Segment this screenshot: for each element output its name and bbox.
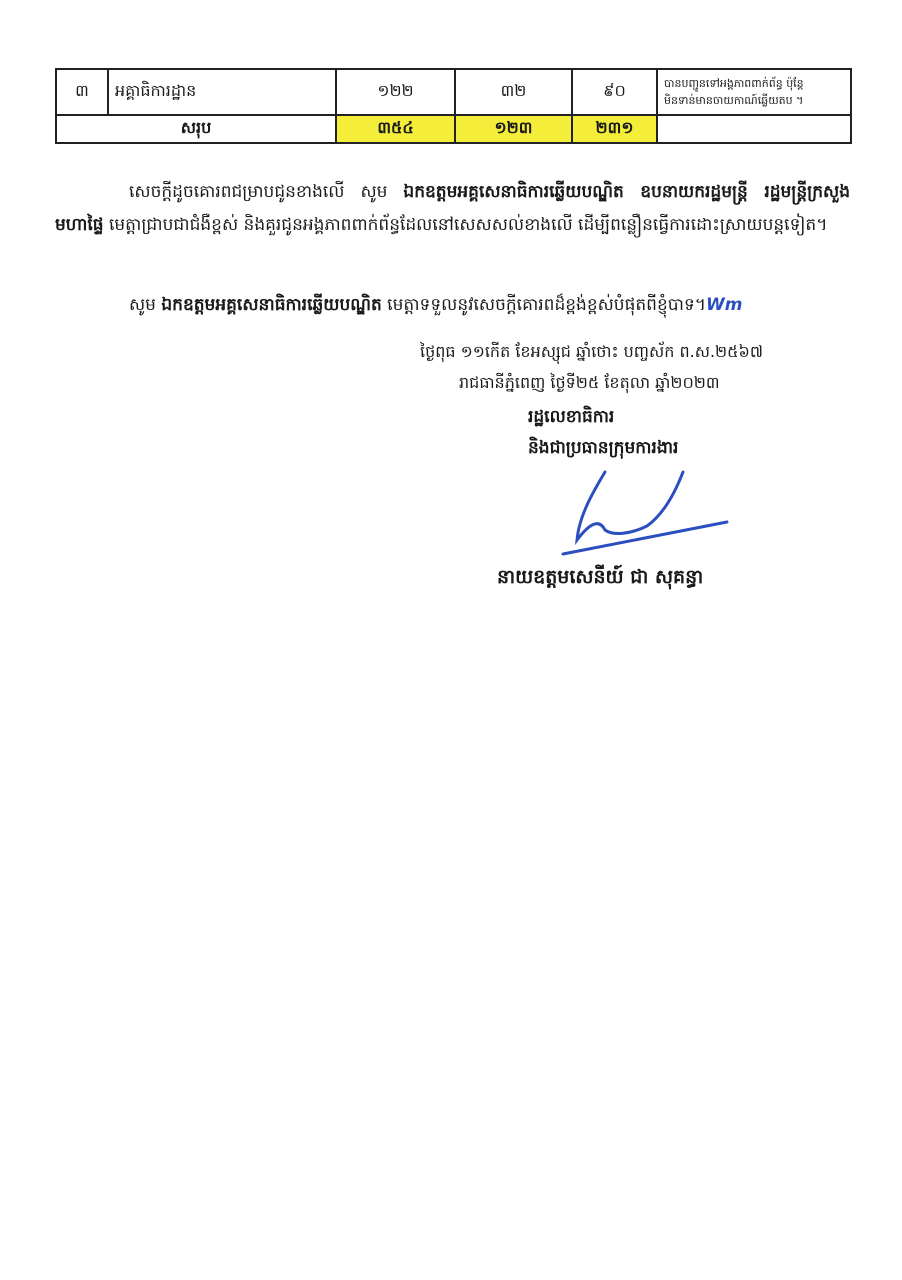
- paragraph2-addressee: ឯកឧត្តមអគ្គសេនាធិការឆ្លើយបណ្ឌិត: [161, 295, 382, 315]
- summary-table: [55, 68, 852, 144]
- paragraph2-body: មេត្តាទទួលនូវសេចក្តីគោរពដ៏ខ្ពង់ខ្ពស់បំផុតពីខ្ញុំបាទ។: [381, 295, 706, 315]
- paragraph1-body: មេត្តាជ្រាបជាជំងឺខ្ពស់ និងគួរជូនអង្គភាពពាក់ព័ន្ធដែលនៅសេសសល់ខាងលើ ដើម្បីពន្លឿនធ្វើការដោះស្រាយបន្តទៀត។: [103, 215, 828, 235]
- note-line-2: មិនទាន់មានចាយកាណ៍ឆ្លើយតប ។: [664, 94, 804, 107]
- handwritten-initial: Wm: [705, 295, 743, 315]
- lunar-date: ថ្ងៃពុធ ១១កើត ខែអស្សុជ ឆ្នាំថោះ បញ្ចស័ក ព.ស.២៥៦៧: [420, 342, 763, 361]
- signer-role-line-1: រដ្ឋលេខាធិការ: [528, 407, 615, 427]
- signer-role-line-2: និងជាប្រធានក្រុមការងារ: [528, 438, 679, 458]
- table-row: [56, 69, 851, 115]
- total-received: ៣៥៤: [336, 115, 455, 143]
- paragraph2-lead: សូម: [129, 295, 162, 315]
- solar-date: រាជធានីភ្នំពេញ ថ្ងៃទី២៥ ខែតុលា ឆ្នាំ២០២៣: [459, 373, 720, 392]
- row-number: ៣: [56, 69, 108, 115]
- total-resolved: ១២៣: [455, 115, 572, 143]
- total-pending: ២៣១: [572, 115, 657, 143]
- note-line-1: បានបញ្ជូនទៅអង្គភាពពាក់ព័ន្ធ ប៉ុន្តែ: [664, 77, 804, 90]
- total-row: [56, 115, 851, 143]
- body-paragraph-2: [129, 289, 849, 322]
- row-note: [657, 69, 851, 115]
- value-received: ១២២: [336, 69, 455, 115]
- value-resolved: ៣២: [455, 69, 572, 115]
- body-paragraph-1: [55, 176, 850, 242]
- unit-name: អគ្គាធិការដ្ឋាន: [108, 69, 336, 115]
- signer-name: នាយឧត្តមសេនីយ៍ ជា សុគន្ធា: [497, 566, 704, 588]
- signature-image: [555, 468, 735, 562]
- paragraph1-addressee: ឯកឧត្តមអគ្គសេនាធិការឆ្លើយបណ្ឌិត ឧបនាយករដ្ឋមន្ត្រី រដ្ឋមន្ត្រីក្រសួងមហាផ្ទៃ: [55, 182, 850, 235]
- total-note: [657, 115, 851, 143]
- value-pending: ៩០: [572, 69, 657, 115]
- paragraph1-lead: សេចក្តីដូចគោរពជម្រាបជូនខាងលើ សូម: [129, 182, 404, 202]
- total-label: សរុប: [56, 115, 336, 143]
